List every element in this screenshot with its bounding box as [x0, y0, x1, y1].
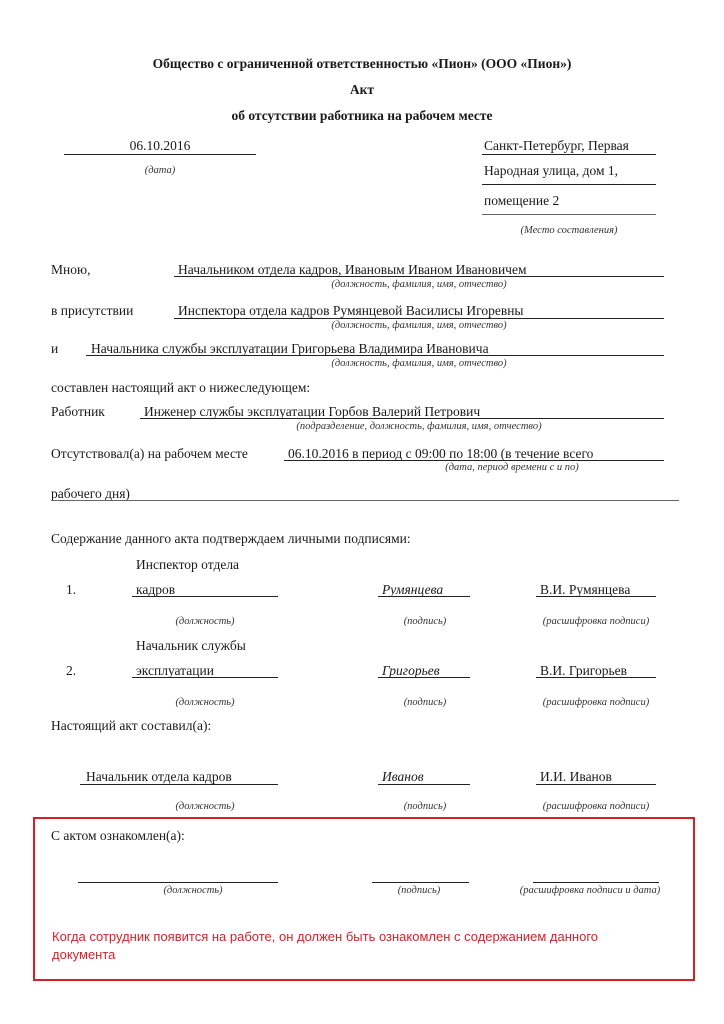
- signer-1-signature-hint: (подпись): [403, 616, 447, 627]
- signer-1-name: В.И. Румянцева: [540, 582, 631, 597]
- absence-hint: (дата, период времени с и по): [445, 462, 579, 473]
- employee-hint: (подразделение, должность, фамилия, имя, отчество): [296, 421, 542, 432]
- employee-label: Работник: [51, 404, 105, 419]
- absence-value: 06.10.2016 в период с 09:00 по 18:00 (в течение всего: [288, 446, 594, 461]
- signer-2-name: В.И. Григорьев: [540, 663, 628, 678]
- confirmation-intro: Содержание данного акта подтверждаем личными подписями:: [51, 531, 411, 546]
- date-underline: [64, 154, 256, 155]
- author-position-hint: (должность): [175, 801, 235, 812]
- signer-1-position-underline: [132, 596, 278, 597]
- signer-2-signature-underline: [378, 677, 470, 678]
- signer-1-position-line1: Инспектор отдела: [136, 557, 240, 572]
- participant-hint-2: (должность, фамилия, имя, отчество): [331, 320, 507, 331]
- absence-underline: [284, 460, 664, 461]
- statement-text: составлен настоящий акт о нижеследующем:: [51, 380, 311, 395]
- participant-value-1: Начальником отдела кадров, Ивановым Иваном Ивановичем: [178, 262, 527, 277]
- participant-underline-1: [174, 276, 664, 277]
- signer-2-position-line1: Начальник службы: [136, 638, 246, 653]
- absence-continuation-underline: [51, 500, 679, 501]
- acknowledgement-name-line: [533, 882, 659, 883]
- signer-2-number: 2.: [66, 663, 77, 678]
- signer-1-position-line2: кадров: [136, 582, 176, 597]
- author-position: Начальник отдела кадров: [86, 769, 232, 784]
- author-signature: Иванов: [382, 769, 424, 784]
- doc-subject-title: об отсутствии работника на рабочем месте: [231, 108, 493, 123]
- employee-value: Инженер службы эксплуатации Горбов Валерий Петрович: [144, 404, 481, 419]
- acknowledgement-intro: С актом ознакомлен(а):: [51, 828, 185, 843]
- author-position-underline: [80, 784, 278, 785]
- acknowledgement-signature-line: [372, 882, 469, 883]
- date-hint: (дата): [144, 165, 176, 176]
- place-line-3: помещение 2: [484, 193, 560, 208]
- employee-underline: [140, 418, 664, 419]
- signer-1-position-hint: (должность): [175, 616, 235, 627]
- participant-label-3: и: [51, 341, 59, 356]
- author-name: И.И. Иванов: [540, 769, 612, 784]
- participant-label-2: в присутствии: [51, 303, 134, 318]
- participant-value-3: Начальника службы эксплуатации Григорьева Владимира Ивановича: [91, 341, 489, 356]
- participant-underline-2: [174, 318, 664, 319]
- acknowledgement-note: Когда сотрудник появится на работе, он должен быть ознакомлен с содержанием данного документа: [52, 929, 599, 962]
- participant-value-2: Инспектора отдела кадров Румянцевой Василисы Игоревны: [178, 303, 524, 318]
- acknowledgement-position-hint: (должность): [163, 885, 223, 896]
- acknowledgement-name-hint: (расшифровка подписи и дата): [519, 885, 661, 896]
- doc-type-title: Акт: [349, 82, 375, 97]
- acknowledgement-signature-hint: (подпись): [397, 885, 441, 896]
- place-underline-3: [482, 214, 656, 215]
- signer-2-position-underline: [132, 677, 278, 678]
- signer-1-signature: Румянцева: [382, 582, 444, 597]
- place-line-2: Народная улица, дом 1,: [484, 163, 619, 178]
- signer-2-name-hint: (расшифровка подписи): [542, 697, 650, 708]
- absence-continuation: рабочего дня): [51, 486, 130, 501]
- signer-2-signature: Григорьев: [382, 663, 440, 678]
- author-signature-underline: [378, 784, 470, 785]
- signer-2-position-line2: эксплуатации: [136, 663, 214, 678]
- participant-label-1: Мною,: [51, 262, 91, 277]
- signer-2-position-hint: (должность): [175, 697, 235, 708]
- participant-hint-1: (должность, фамилия, имя, отчество): [331, 279, 507, 290]
- place-hint: (Место составления): [520, 225, 618, 236]
- author-signature-hint: (подпись): [403, 801, 447, 812]
- acknowledgement-position-line: [78, 882, 278, 883]
- participant-underline-3: [86, 355, 664, 356]
- date-value: 06.10.2016: [129, 138, 191, 153]
- signer-2-signature-hint: (подпись): [403, 697, 447, 708]
- author-intro: Настоящий акт составил(а):: [51, 718, 212, 733]
- absence-label: Отсутствовал(а) на рабочем месте: [51, 446, 248, 461]
- place-line-1: Санкт-Петербург, Первая: [484, 138, 629, 153]
- signer-1-name-underline: [536, 596, 656, 597]
- organization-title: Общество с ограниченной ответственностью «Пион» (ООО «Пион»): [152, 56, 572, 71]
- signer-1-name-hint: (расшифровка подписи): [542, 616, 650, 627]
- author-name-underline: [536, 784, 656, 785]
- signer-2-name-underline: [536, 677, 656, 678]
- author-name-hint: (расшифровка подписи): [542, 801, 650, 812]
- signer-1-number: 1.: [66, 582, 77, 597]
- participant-hint-3: (должность, фамилия, имя, отчество): [331, 358, 507, 369]
- place-underline-2: [482, 184, 656, 185]
- place-underline-1: [482, 154, 656, 155]
- signer-1-signature-underline: [378, 596, 470, 597]
